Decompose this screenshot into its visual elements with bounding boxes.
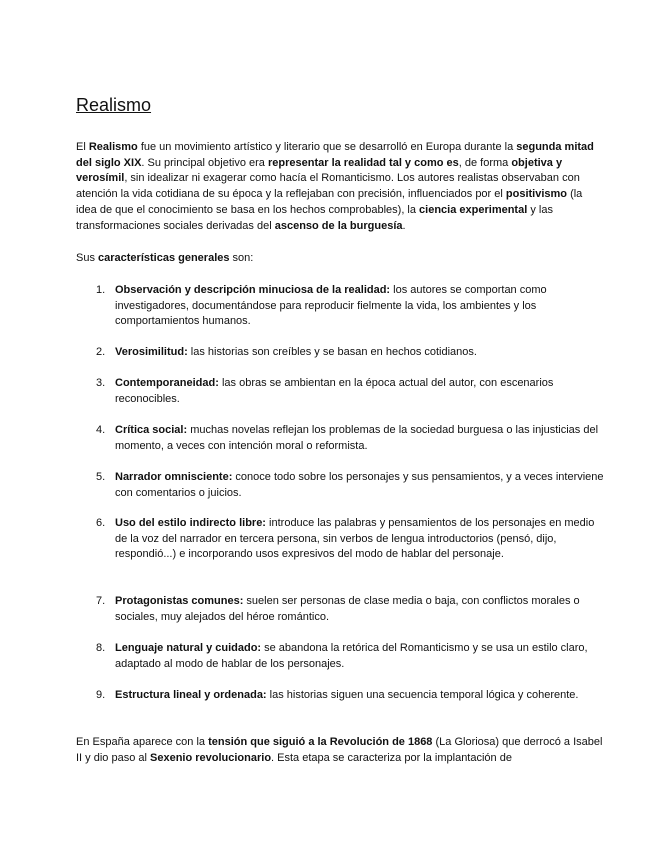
list-text: Verosimilitud: las historias son creíbles y se basan en hechos cotidianos.	[115, 346, 477, 358]
list-text: Protagonistas comunes: suelen ser personas de clase media o baja, con conflictos morales o sociales, muy alejados del héroe romántico.	[115, 595, 580, 623]
list-number: 8.	[96, 642, 106, 654]
intro-paragraph: El Realismo fue un movimiento artístico y literario que se desarrolló en Europa durante la segunda mitad del siglo XIX. Su principal objetivo era representar la realidad tal y como es, de forma objetiva y verosímil, sin idealizar ni exagerar como hacía el Romanticismo. Los autores realistas observaban con atención la vida cotidiana de su época y la reflejaban con precisión, influenciados por el positivismo (la idea de que el conocimiento se basa en los hechos comprobables), la ciencia experimental y las transformaciones sociales derivadas del ascenso de la burguesía.	[76, 141, 594, 232]
list-number: 3.	[96, 377, 106, 389]
list-text: Lenguaje natural y cuidado: se abandona la retórica del Romanticismo y se usa un estilo claro, adaptado al modo de hablar de los personajes.	[115, 642, 588, 670]
list-number: 9.	[96, 689, 106, 701]
characteristics-intro: Sus características generales son:	[76, 252, 254, 264]
list-text: Observación y descripción minuciosa de la realidad: los autores se comportan como investigadores, documentándose para reproducir fielmente la vida, los ambientes y los comportamientos humanos.	[115, 284, 547, 328]
page-title: Realismo	[76, 95, 152, 115]
list-number: 4.	[96, 424, 106, 436]
list-number: 7.	[96, 595, 106, 607]
list-text: Narrador omnisciente: conoce todo sobre los personajes y sus pensamientos, y a veces interviene con comentarios o juicios.	[115, 471, 604, 499]
list-text: Crítica social: muchas novelas reflejan los problemas de la sociedad burguesa o las injusticias del momento, a veces con intención moral o reformista.	[115, 424, 599, 452]
closing-paragraph: En España aparece con la tensión que siguió a la Revolución de 1868 (La Gloriosa) que derrocó a Isabel II y dio paso al Sexenio revolucionario. Esta etapa se caracteriza por la implantación de	[76, 736, 603, 764]
list-number: 6.	[96, 517, 106, 529]
list-number: 5.	[96, 471, 106, 483]
list-text: Uso del estilo indirecto libre: introduce las palabras y pensamientos de los personajes en medio de la voz del narrador en tercera persona, sin verbos de lengua introductorios (pensó, dijo, respondió...) e incorporando usos expresivos del modo de hablar del personaje.	[115, 517, 595, 561]
list-text: Estructura lineal y ordenada: las historias siguen una secuencia temporal lógica y coherente.	[115, 689, 579, 701]
list-number: 2.	[96, 346, 106, 358]
list-number: 1.	[96, 284, 106, 296]
list-text: Contemporaneidad: las obras se ambientan en la época actual del autor, con escenarios reconocibles.	[115, 377, 554, 405]
